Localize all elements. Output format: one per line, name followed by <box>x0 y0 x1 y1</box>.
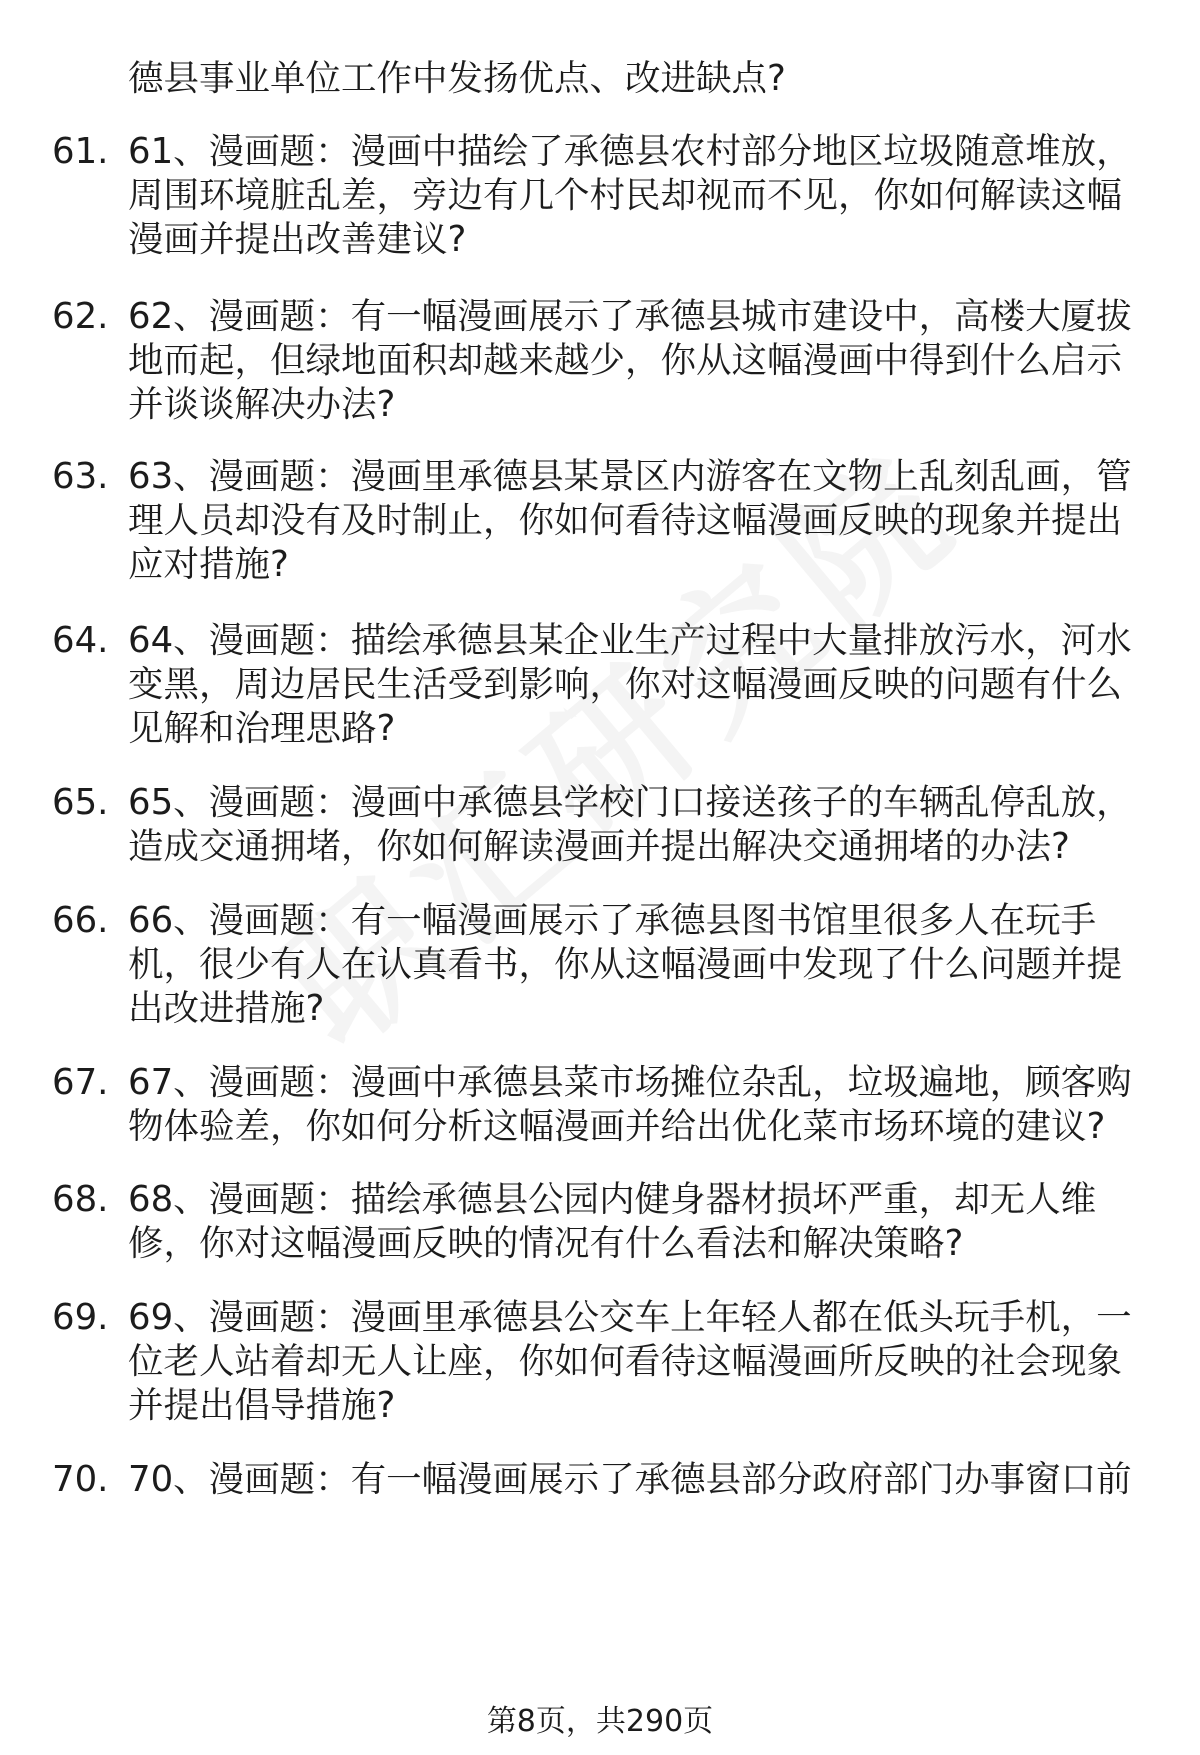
question-text-line: 理人员却没有及时制止，你如何看待这幅漫画反映的现象并提出 <box>128 500 1123 541</box>
question-text-line: 65、漫画题：漫画中承德县学校门口接送孩子的车辆乱停乱放， <box>128 782 1132 823</box>
question-number: 62. <box>52 296 109 337</box>
question-text-line: 并提出倡导措施? <box>128 1385 396 1426</box>
question-text-line: 见解和治理思路? <box>128 708 396 749</box>
question-text-line: 63、漫画题：漫画里承德县某景区内游客在文物上乱刻乱画，管 <box>128 456 1132 497</box>
question-number: 68. <box>52 1179 109 1220</box>
question-number: 63. <box>52 456 109 497</box>
question-text-line: 修，你对这幅漫画反映的情况有什么看法和解决策略? <box>128 1223 964 1264</box>
question-number: 67. <box>52 1062 109 1103</box>
question-text-line: 地而起，但绿地面积却越来越少，你从这幅漫画中得到什么启示 <box>128 340 1123 381</box>
intro-line: 德县事业单位工作中发扬优点、改进缺点? <box>128 58 786 99</box>
question-text-line: 61、漫画题：漫画中描绘了承德县农村部分地区垃圾随意堆放， <box>128 131 1132 172</box>
question-text-line: 变黑，周边居民生活受到影响，你对这幅漫画反映的问题有什么 <box>128 664 1123 705</box>
question-number: 66. <box>52 900 109 941</box>
question-number: 61. <box>52 131 109 172</box>
question-number: 70. <box>52 1459 109 1500</box>
question-text-line: 应对措施? <box>128 544 289 585</box>
question-text-line: 并谈谈解决办法? <box>128 384 396 425</box>
question-text-line: 机，很少有人在认真看书，你从这幅漫画中发现了什么问题并提 <box>128 944 1123 985</box>
question-text-line: 69、漫画题：漫画里承德县公交车上年轻人都在低头玩手机，一 <box>128 1297 1132 1338</box>
question-text-line: 66、漫画题：有一幅漫画展示了承德县图书馆里很多人在玩手 <box>128 900 1097 941</box>
question-number: 64. <box>52 620 109 661</box>
question-text-line: 物体验差，你如何分析这幅漫画并给出优化菜市场环境的建议? <box>128 1106 1106 1147</box>
question-text-line: 造成交通拥堵，你如何解读漫画并提出解决交通拥堵的办法? <box>128 826 1070 867</box>
question-text-line: 漫画并提出改善建议? <box>128 219 467 260</box>
question-number: 65. <box>52 782 109 823</box>
question-text-line: 67、漫画题：漫画中承德县菜市场摊位杂乱，垃圾遍地，顾客购 <box>128 1062 1132 1103</box>
question-text-line: 70、漫画题：有一幅漫画展示了承德县部分政府部门办事窗口前 <box>128 1459 1132 1500</box>
question-text-line: 位老人站着却无人让座，你如何看待这幅漫画所反映的社会现象 <box>128 1341 1123 1382</box>
question-text-line: 68、漫画题：描绘承德县公园内健身器材损坏严重，却无人维 <box>128 1179 1097 1220</box>
question-number: 69. <box>52 1297 109 1338</box>
question-text-line: 64、漫画题：描绘承德县某企业生产过程中大量排放污水，河水 <box>128 620 1132 661</box>
page-footer: 第8页，共290页 <box>486 1704 714 1739</box>
question-text-line: 62、漫画题：有一幅漫画展示了承德县城市建设中，高楼大厦拔 <box>128 296 1132 337</box>
question-text-line: 周围环境脏乱差，旁边有几个村民却视而不见，你如何解读这幅 <box>128 175 1123 216</box>
question-text-line: 出改进措施? <box>128 988 325 1029</box>
